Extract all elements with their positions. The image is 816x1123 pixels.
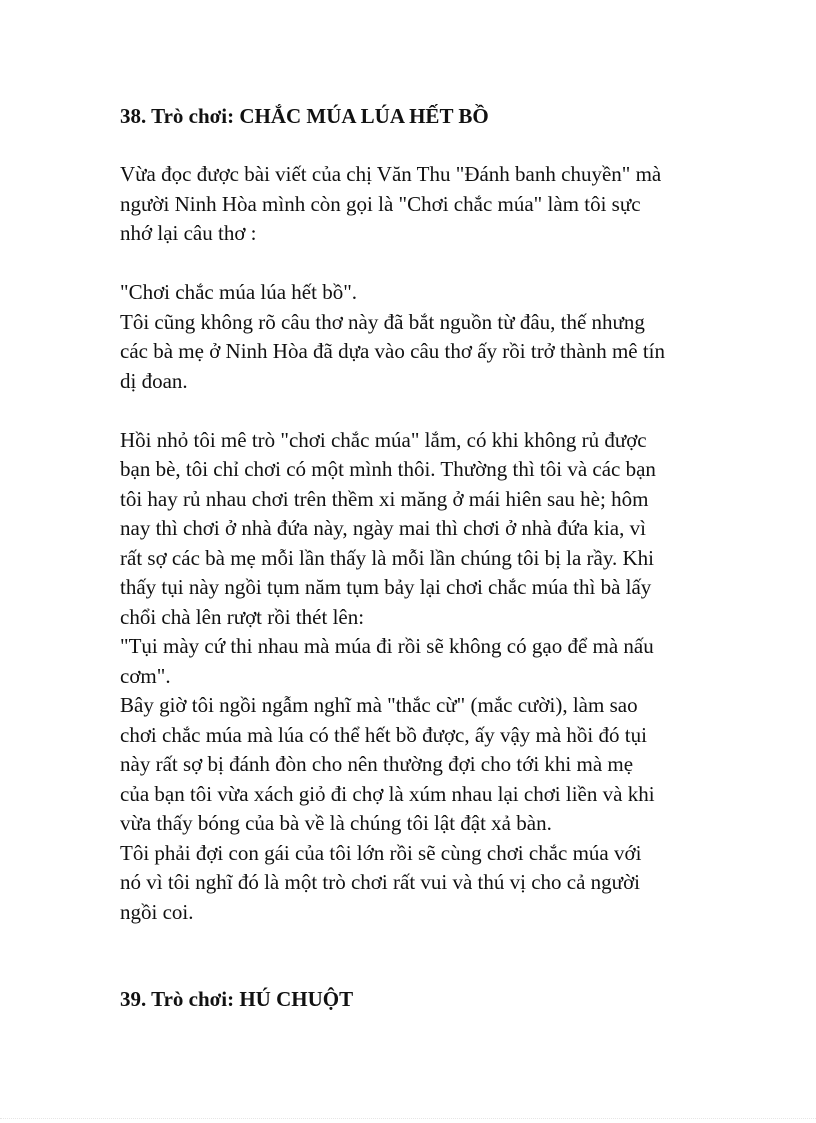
text-line: chơi chắc múa mà lúa có thể hết bồ được, ấy vậy mà hồi đó tụi xyxy=(120,722,647,747)
text-line: nhớ lại câu thơ : xyxy=(120,221,257,245)
section-38-title: 38. Trò chơi: CHẮC MÚA LÚA HẾT BỒ xyxy=(120,104,489,128)
text-line: Tôi phải đợi con gái của tôi lớn rồi sẽ cùng chơi chắc múa với xyxy=(120,840,642,865)
text-line: Hồi nhỏ tôi mê trò "chơi chắc múa" lắm, có khi không rủ được xyxy=(120,427,647,452)
text-line: Bây giờ tôi ngồi ngẫm nghĩ mà "thắc cừ" (mắc cười), làm sao xyxy=(120,693,638,717)
text-line: các bà mẹ ở Ninh Hòa đã dựa vào câu thơ ấy rồi trở thành mê tín xyxy=(120,339,666,363)
section-39-title: 39. Trò chơi: HÚ CHUỘT xyxy=(120,987,354,1011)
text-line: chổi chà lên rượt rồi thét lên: xyxy=(120,604,365,629)
paragraph-gap xyxy=(120,249,760,279)
text-line: bạn bè, tôi chỉ chơi có một mình thôi. Thường thì tôi và các bạn xyxy=(120,457,656,481)
text-line: của bạn tôi vừa xách giỏ đi chợ là xúm nhau lại chơi liền và khi xyxy=(120,781,655,806)
text-line: tôi hay rủ nhau chơi trên thềm xi măng ở mái hiên sau hè; hôm xyxy=(120,486,649,511)
text-line: nó vì tôi nghĩ đó là một trò chơi rất vui và thú vị cho cả người xyxy=(120,870,641,894)
document-body xyxy=(120,102,760,1014)
section-38-paragraph-3 xyxy=(120,426,760,928)
text-line: vừa thấy bóng của bà về là chúng tôi lật đật xả bàn. xyxy=(120,811,552,835)
text-line: dị đoan. xyxy=(120,368,188,393)
text-line: rất sợ các bà mẹ mỗi lần thấy là mỗi lần chúng tôi bị la rầy. Khi xyxy=(120,545,655,570)
text-line: Tôi cũng không rõ câu thơ này đã bắt nguồn từ đâu, thế nhưng xyxy=(120,309,645,334)
section-38-paragraph-2 xyxy=(120,278,760,396)
text-line: ngồi coi. xyxy=(120,899,194,924)
text-line: "Tụi mày cứ thi nhau mà múa đi rồi sẽ không có gạo để mà nấu xyxy=(120,634,654,658)
page-bottom-divider xyxy=(0,1118,816,1119)
paragraph-gap xyxy=(120,396,760,426)
text-line: người Ninh Hòa mình còn gọi là "Chơi chắc múa" làm tôi sực xyxy=(120,191,641,216)
text-line: thấy tụi này ngồi tụm năm tụm bảy lại chơi chắc múa thì bà lấy xyxy=(120,575,652,599)
text-line: này rất sợ bị đánh đòn cho nên thường đợi cho tới khi mà mẹ xyxy=(120,752,634,776)
text-line: nay thì chơi ở nhà đứa này, ngày mai thì chơi ở nhà đứa kia, vì xyxy=(120,516,646,540)
text-line: "Chơi chắc múa lúa hết bồ". xyxy=(120,280,358,304)
section-gap xyxy=(120,927,760,985)
section-38-paragraph-1 xyxy=(120,160,760,249)
text-line: Vừa đọc được bài viết của chị Văn Thu "Đánh banh chuyền" mà xyxy=(120,162,662,186)
text-line: cơm". xyxy=(120,663,171,688)
